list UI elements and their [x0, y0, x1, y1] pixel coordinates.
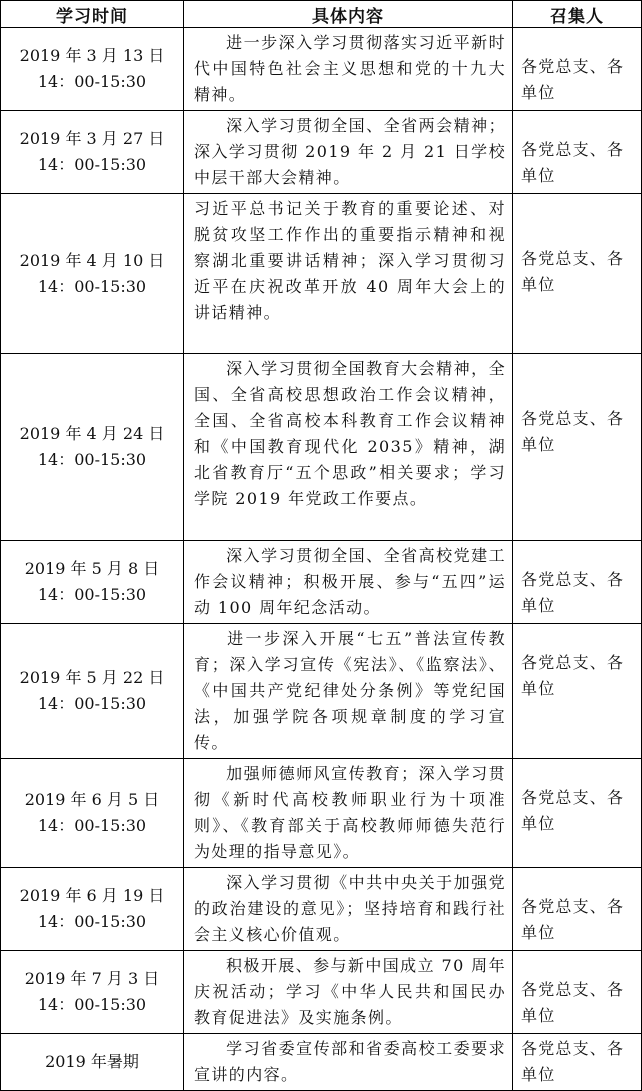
- time-cell: [1, 1034, 184, 1091]
- date-text: 2019 年 3 月 13 日: [19, 46, 165, 65]
- content-text: 加强师德师风宣传教育；深入学习贯彻《新时代高校教师职业行为十项准则》、《教育部关于高校教师师德失范行为处理的指导意见》。: [194, 764, 506, 861]
- date-text: 2019 年 6 月 19 日: [19, 886, 165, 905]
- table-row: [1, 1034, 642, 1091]
- date-text: 2019 年 7 月 3 日: [24, 969, 160, 988]
- content-cell: [184, 541, 513, 624]
- content-text: 学习省委宣传部和省委高校工委要求宣讲的内容。: [194, 1039, 506, 1084]
- time-text: 14：00-15:30: [37, 450, 147, 469]
- content-cell: [184, 111, 513, 194]
- content-cell: [184, 868, 513, 951]
- content-cell: [184, 354, 513, 541]
- date-text: 2019 年 4 月 24 日: [19, 424, 165, 443]
- table-row: [1, 759, 642, 868]
- convener-cell: 各党总支、各单位: [513, 354, 642, 541]
- time-text: 14：00-15:30: [37, 912, 147, 931]
- convener-cell: 各党总支、各单位: [513, 624, 642, 759]
- content-text: 进一步深入学习贯彻落实习近平新时代中国特色社会主义思想和党的十九大精神。: [194, 33, 506, 104]
- content-cell: [184, 1034, 513, 1091]
- date-text: 2019 年 6 月 5 日: [24, 790, 160, 809]
- time-text: 14：00-15:30: [37, 72, 147, 91]
- convener-cell: 各党总支、各单位: [513, 111, 642, 194]
- content-text: 深入学习贯彻全国、全省两会精神；深入学习贯彻 2019 年 2 月 21 日学校中层干部大会精神。: [194, 116, 506, 187]
- time-cell: [1, 759, 184, 868]
- content-text: 进一步深入开展“七五”普法宣传教育；深入学习宣传《宪法》、《监察法》、《中国共产党纪律处分条例》等党纪国法，加强学院各项规章制度的学习宣传。: [194, 629, 506, 752]
- time-text: 14：00-15:30: [37, 694, 147, 713]
- time-text: 14：00-15:30: [37, 585, 147, 604]
- content-cell: [184, 624, 513, 759]
- content-text: 深入学习贯彻全国教育大会精神，全国、全省高校思想政治工作会议精神，全国、全省高校本科教育工作会议精神和《中国教育现代化 2035》精神，湖北省教育厅“五个思政”相关要求；学习学院 2019 年党政工作要点。: [194, 359, 506, 508]
- content-cell: [184, 194, 513, 354]
- content-cell: [184, 951, 513, 1034]
- time-text: 14：00-15:30: [37, 995, 147, 1014]
- table-row: [1, 28, 642, 111]
- content-text: 深入学习贯彻全国、全省高校党建工作会议精神；积极开展、参与“五四”运动 100 周年纪念活动。: [194, 546, 506, 617]
- table-row: [1, 951, 642, 1034]
- convener-cell: 各党总支、各单位: [513, 1034, 642, 1091]
- header-study-time: 学习时间: [1, 1, 184, 28]
- time-cell: [1, 951, 184, 1034]
- convener-cell: 各党总支、各单位: [513, 951, 642, 1034]
- time-text: 14：00-15:30: [37, 276, 147, 296]
- table-row: [1, 354, 642, 541]
- date-text: 2019 年 5 月 8 日: [24, 559, 160, 578]
- header-content: 具体内容: [184, 1, 513, 28]
- content-text: 积极开展、参与新中国成立 70 周年庆祝活动；学习《中华人民共和国民办教育促进法》及实施条例。: [194, 956, 506, 1027]
- date-text: 2019 年 5 月 22 日: [19, 668, 165, 687]
- convener-cell: 各党总支、各单位: [513, 759, 642, 868]
- date-text: 2019 年 3 月 27 日: [19, 129, 165, 148]
- content-text: 习近平总书记关于教育的重要论述、对脱贫攻坚工作作出的重要指示精神和视察湖北重要讲话精神；深入学习贯彻习近平在庆祝改革开放 40 周年大会上的讲话精神。: [194, 199, 506, 322]
- time-cell: [1, 354, 184, 541]
- table-row: [1, 111, 642, 194]
- convener-cell: 各党总支、各单位: [513, 194, 642, 354]
- time-cell: [1, 28, 184, 111]
- header-convener: 召集人: [513, 1, 642, 28]
- table-header-row: [1, 1, 642, 28]
- date-text: 2019 年 4 月 10 日: [19, 250, 165, 270]
- time-cell: [1, 868, 184, 951]
- table-row: [1, 624, 642, 759]
- table-row: [1, 868, 642, 951]
- time-text: 14：00-15:30: [37, 816, 147, 835]
- convener-cell: 各党总支、各单位: [513, 541, 642, 624]
- convener-cell: 各党总支、各单位: [513, 28, 642, 111]
- date-text: 2019 年暑期: [45, 1052, 139, 1071]
- time-cell: [1, 541, 184, 624]
- time-text: 14：00-15:30: [37, 155, 147, 174]
- table-row: [1, 541, 642, 624]
- time-cell: [1, 624, 184, 759]
- content-cell: [184, 28, 513, 111]
- time-cell: [1, 194, 184, 354]
- convener-cell: 各党总支、各单位: [513, 868, 642, 951]
- table-row: [1, 194, 642, 354]
- content-text: 深入学习贯彻《中共中央关于加强党的政治建设的意见》；坚持培育和践行社会主义核心价值观。: [194, 873, 506, 944]
- time-cell: [1, 111, 184, 194]
- content-cell: [184, 759, 513, 868]
